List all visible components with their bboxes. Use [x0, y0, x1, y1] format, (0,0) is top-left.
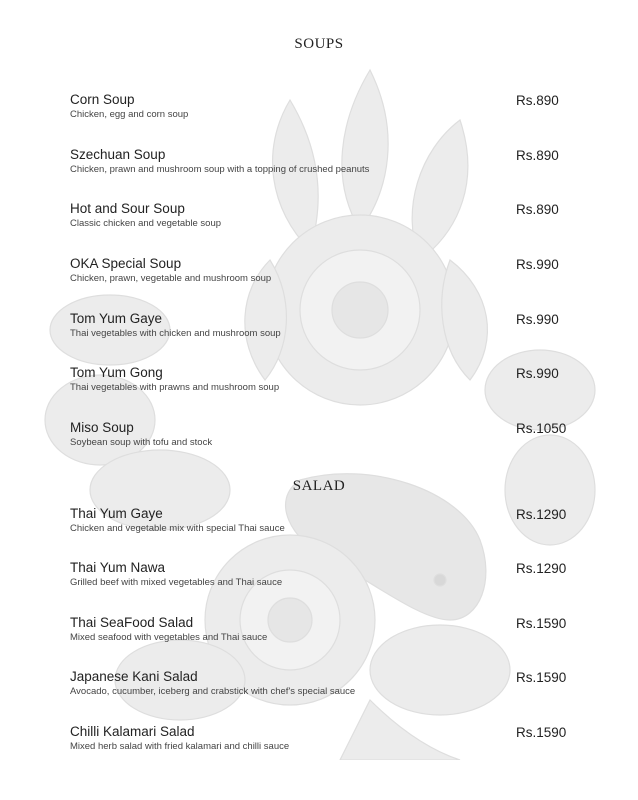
item-name: Tom Yum Gaye	[70, 311, 163, 326]
item-description: Soybean soup with tofu and stock	[70, 437, 213, 448]
item-price: Rs.990	[516, 257, 559, 272]
menu-item	[70, 365, 570, 405]
item-description: Thai vegetables with chicken and mushroom soup	[70, 328, 281, 339]
menu-item	[70, 311, 570, 351]
item-description: Chicken, prawn and mushroom soup with a topping of crushed peanuts	[70, 164, 370, 175]
item-name: Szechuan Soup	[70, 147, 166, 162]
item-price: Rs.1290	[516, 561, 567, 576]
item-description: Mixed seafood with vegetables and Thai sauce	[70, 632, 268, 643]
item-name: Tom Yum Gong	[70, 365, 163, 380]
menu-item	[70, 615, 570, 655]
menu-item	[70, 201, 570, 241]
section-title-salad: SALAD	[292, 478, 346, 494]
item-description: Avocado, cucumber, iceberg and crabstick with chef's special sauce	[70, 686, 356, 697]
item-price: Rs.1590	[516, 725, 567, 740]
section-title-soups: SOUPS	[294, 36, 344, 52]
item-description: Grilled beef with mixed vegetables and Thai sauce	[70, 577, 283, 588]
menu-item	[70, 147, 570, 187]
item-name: Corn Soup	[70, 92, 135, 107]
menu-item	[70, 92, 570, 132]
item-name: Miso Soup	[70, 420, 134, 435]
menu-item	[70, 420, 570, 460]
item-price: Rs.1290	[516, 507, 567, 522]
item-price: Rs.1050	[516, 421, 567, 436]
item-name: Thai SeaFood Salad	[70, 615, 194, 630]
menu-item	[70, 724, 570, 764]
item-name: Japanese Kani Salad	[70, 669, 198, 684]
item-description: Mixed herb salad with fried kalamari and chilli sauce	[70, 741, 290, 752]
item-description: Chicken, prawn, vegetable and mushroom soup	[70, 273, 272, 284]
item-price: Rs.890	[516, 93, 559, 108]
item-description: Chicken and vegetable mix with special Thai sauce	[70, 523, 285, 534]
item-description: Chicken, egg and corn soup	[70, 109, 189, 120]
item-description: Classic chicken and vegetable soup	[70, 218, 222, 229]
item-price: Rs.890	[516, 148, 559, 163]
item-price: Rs.1590	[516, 670, 567, 685]
item-name: Chilli Kalamari Salad	[70, 724, 195, 739]
menu-item	[70, 560, 570, 600]
item-price: Rs.1590	[516, 616, 567, 631]
item-price: Rs.990	[516, 366, 559, 381]
item-price: Rs.890	[516, 202, 559, 217]
item-name: Hot and Sour Soup	[70, 201, 185, 216]
item-name: OKA Special Soup	[70, 256, 182, 271]
item-price: Rs.990	[516, 312, 559, 327]
menu-item	[70, 506, 570, 546]
item-name: Thai Yum Nawa	[70, 560, 166, 575]
menu-item	[70, 669, 570, 709]
menu-item	[70, 256, 570, 296]
item-description: Thai vegetables with prawns and mushroom soup	[70, 382, 280, 393]
item-name: Thai Yum Gaye	[70, 506, 163, 521]
